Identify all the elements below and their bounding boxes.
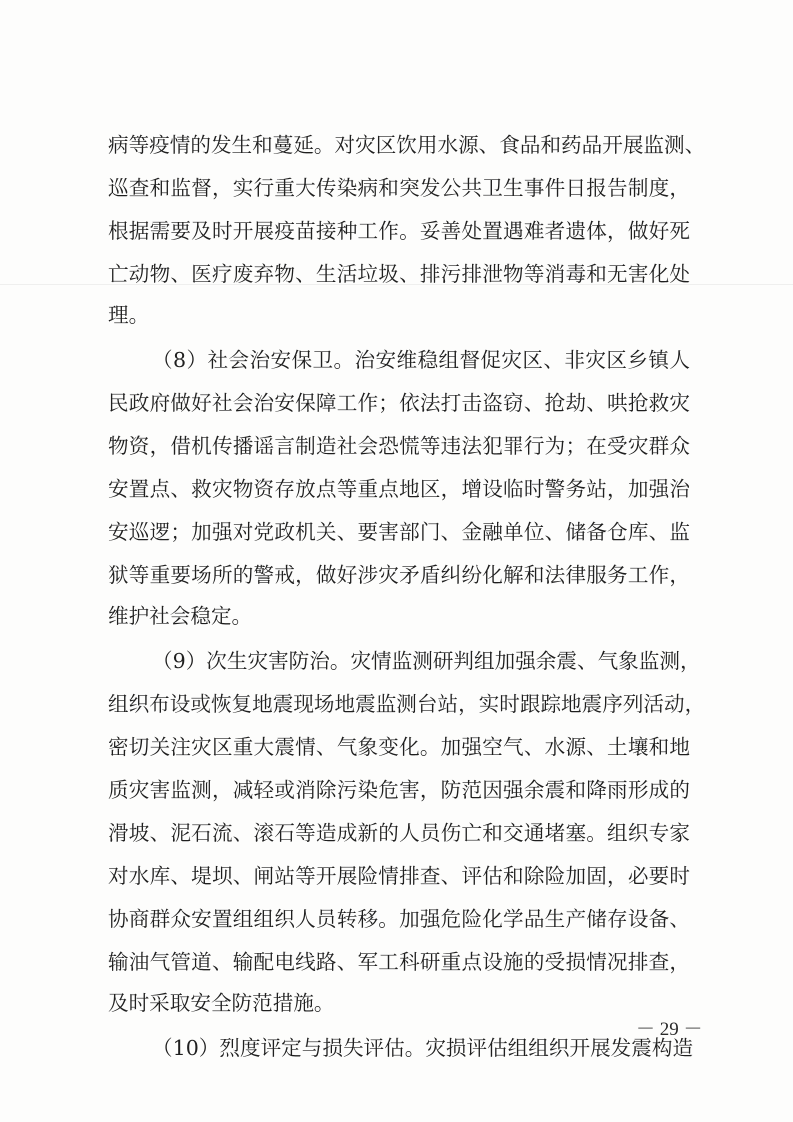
text-line: 滑坡、泥石流、滚石等造成新的人员伤亡和交通堵塞。组织专家 xyxy=(108,821,690,845)
text-line: （10）烈度评定与损失评估。灾损评估组组织开展发震构造 xyxy=(152,1036,694,1060)
text-line: 根据需要及时开展疫苗接种工作。妥善处置遇难者遗体，做好死 xyxy=(108,219,690,243)
text-line: 协商群众安置组组织人员转移。加强危险化学品生产储存设备、 xyxy=(108,907,690,931)
page-number: － 29 － xyxy=(636,1019,703,1040)
text-line: 狱等重要场所的警戒，做好涉灾矛盾纠纷化解和法律服务工作， xyxy=(108,563,690,587)
text-line: 对水库、堤坝、闸站等开展险情排查、评估和除险加固，必要时 xyxy=(108,864,690,888)
text-line: （9）次生灾害防治。灾情监测研判组加强余震、气象监测， xyxy=(152,649,701,673)
text-line: 输油气管道、输配电线路、军工科研重点设施的受损情况排查， xyxy=(108,950,690,974)
text-line: 及时采取安全防范措施。 xyxy=(108,991,335,1015)
text-line: 维护社会稳定。 xyxy=(108,604,253,628)
text-line: （8）社会治安保卫。治安维稳组督促灾区、非灾区乡镇人 xyxy=(152,348,690,372)
text-line: 物资，借机传播谣言制造社会恐慌等违法犯罪行为；在受灾群众 xyxy=(108,434,690,458)
text-line: 理。 xyxy=(108,303,150,327)
text-line: 民政府做好社会治安保障工作；依法打击盗窃、抢劫、哄抢救灾 xyxy=(108,391,690,415)
text-line: 病等疫情的发生和蔓延。对灾区饮用水源、食品和药品开展监测、 xyxy=(108,133,706,157)
text-line: 组织布设或恢复地震现场地震监测台站，实时跟踪地震序列活动， xyxy=(108,692,706,716)
text-line: 安巡逻；加强对党政机关、要害部门、金融单位、储备仓库、监 xyxy=(108,520,690,544)
text-line: 密切关注灾区重大震情、气象变化。加强空气、水源、土壤和地 xyxy=(108,735,690,759)
text-line: 亡动物、医疗废弃物、生活垃圾、排污排泄物等消毒和无害化处 xyxy=(108,262,690,286)
text-line: 质灾害监测，减轻或消除污染危害，防范因强余震和降雨形成的 xyxy=(108,778,690,802)
text-line: 安置点、救灾物资存放点等重点地区，增设临时警务站，加强治 xyxy=(108,477,690,501)
text-line: 巡查和监督，实行重大传染病和突发公共卫生事件日报告制度， xyxy=(108,176,690,200)
